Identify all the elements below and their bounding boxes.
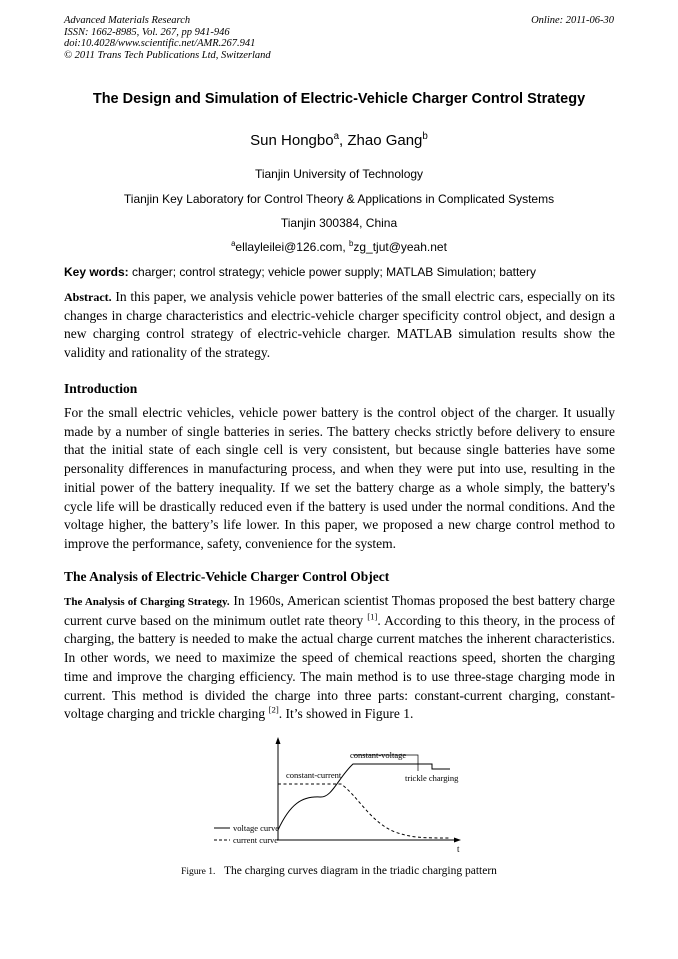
analysis-heading: The Analysis of Electric-Vehicle Charger Control Object — [64, 569, 390, 584]
author-separator: , — [339, 132, 348, 149]
constant-voltage-label: constant-voltage — [350, 750, 407, 760]
t-axis-label: t — [457, 844, 460, 854]
keywords — [64, 265, 536, 279]
constant-current-label: constant-current — [286, 770, 342, 780]
trickle-charging-label: trickle charging — [405, 773, 459, 783]
email-a-sup: a — [231, 239, 236, 248]
abstract — [64, 288, 615, 363]
email-a[interactable]: ellayleilei@126.com, — [235, 240, 349, 254]
charging-curves-figure — [200, 734, 480, 854]
introduction-heading: Introduction — [64, 381, 138, 396]
author-1: Sun Hongbo — [250, 132, 334, 149]
reference-2[interactable]: [2] — [268, 704, 279, 715]
y-axis-arrow-icon — [276, 737, 281, 744]
online-date: Online: 2011-06-30 — [531, 15, 614, 26]
affiliation-university: Tianjin University of Technology — [254, 167, 424, 181]
journal-header — [64, 15, 271, 61]
figure-caption — [0, 865, 678, 877]
copyright-line: © 2011 Trans Tech Publications Ltd, Switzerland — [64, 49, 271, 61]
introduction-text: For the small electric vehicles, vehicle power battery is the control object of the charger. It usually made by a number of single batteries in series. The battery checks strictly before delivery to ensure that the initial state of each single cell is very consistent, but because single batteries have some personality differences in manufacturing process, and when they were put into use, resulting in the initial power of the battery inequality. If we set the battery charge as a whole simply, the battery's cycle life will be drastically reduced even if the battery is used under the normal conditions. And the voltage higher, the battery’s life lower. In this paper, we proposed a new charge control method to improve the performance, safety, convenience for the system. — [64, 405, 615, 551]
legend-voltage-label: voltage curve — [233, 823, 280, 833]
affiliation-address: Tianjin 300384, China — [280, 216, 398, 230]
abstract-label: Abstract. — [64, 290, 112, 304]
analysis-subheading: The Analysis of Charging Strategy. — [64, 596, 230, 608]
analysis-text-1: In 1960s, American scientist Thomas proposed the best battery charge current curve based on the minimum outlet rate theory — [64, 593, 615, 628]
paper-title: The Design and Simulation of Electric-Vehicle Charger Control Strategy — [92, 91, 586, 107]
email-b[interactable]: zg_tjut@yeah.net — [353, 240, 447, 254]
current-curve — [278, 784, 450, 838]
email-b-sup: b — [349, 239, 354, 248]
author-1-sup: a — [333, 131, 339, 142]
author-2-sup: b — [422, 131, 428, 142]
affiliation-laboratory: Tianjin Key Laboratory for Control Theory & Applications in Complicated Systems — [123, 192, 555, 206]
legend-current-label: current curve — [233, 835, 279, 845]
doi-line: doi:10.4028/www.scientific.net/AMR.267.941 — [64, 38, 256, 49]
email-line — [0, 240, 678, 254]
author-2: Zhao Gang — [347, 132, 423, 149]
keywords-label: Key words: — [64, 265, 129, 279]
figure-caption-text: The charging curves diagram in the triadic charging pattern — [224, 865, 497, 877]
analysis-paragraph — [64, 592, 615, 724]
issn-line: ISSN: 1662-8985, Vol. 267, pp 941-946 — [64, 26, 230, 38]
author-line — [0, 132, 678, 149]
figure-caption-label: Figure 1. — [181, 867, 216, 877]
reference-1[interactable]: [1] — [367, 611, 378, 622]
journal-name: Advanced Materials Research — [64, 15, 191, 26]
x-axis-arrow-icon — [454, 838, 461, 843]
abstract-text: In this paper, we analysis vehicle power batteries of the small electric cars, especially on its changes in charge characteristics and electric-vehicle charger specificity control object, and design a new charging control strategy of electric-vehicle charger. MATLAB simulation results show the validity and rationality of the strategy. — [64, 289, 615, 361]
analysis-text-2: . According to this theory, in the process of charging, the battery is needed to make the actual charge current matches the inherent characteristics. In other words, we need to maximize the speed of chemical reactions speed, shorten the charging time and improve the charging efficiency. The main method is to use three-stage charging mode in current. This method is divided the charge into three parts: constant-current charging, constant-voltage charging and trickle charging — [64, 612, 615, 722]
keywords-text: charger; control strategy; vehicle power supply; MATLAB Simulation; battery — [128, 265, 536, 279]
analysis-text-3: . It’s showed in Figure 1. — [278, 706, 414, 722]
